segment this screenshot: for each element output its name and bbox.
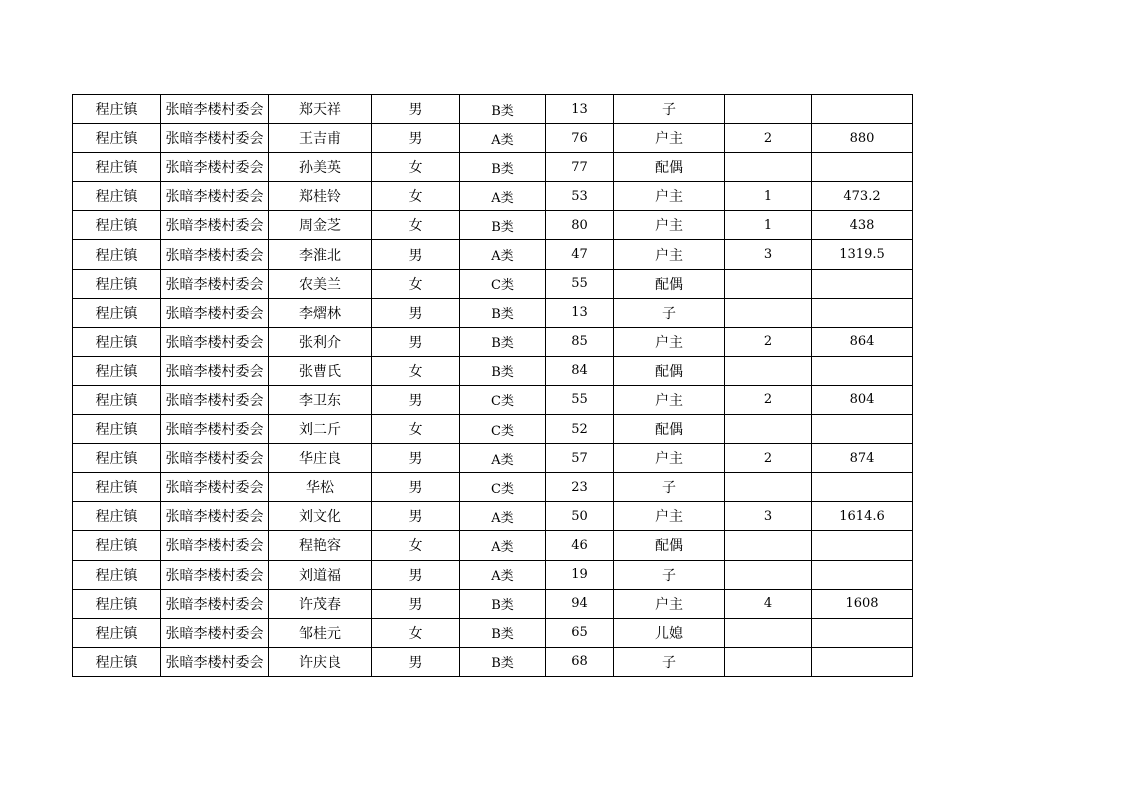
cell-village: 张暗李楼村委会 bbox=[161, 356, 269, 385]
cell-village: 张暗李楼村委会 bbox=[161, 444, 269, 473]
table-row bbox=[73, 444, 913, 473]
cell-town: 程庄镇 bbox=[73, 560, 161, 589]
table-row bbox=[73, 502, 913, 531]
cell-sex: 女 bbox=[372, 618, 460, 647]
cell-category: B类 bbox=[460, 153, 546, 182]
table-row bbox=[73, 473, 913, 502]
cell-sex: 女 bbox=[372, 211, 460, 240]
table-row bbox=[73, 124, 913, 153]
cell-name: 刘二斤 bbox=[269, 415, 372, 444]
cell-town: 程庄镇 bbox=[73, 327, 161, 356]
cell-household-count bbox=[725, 269, 812, 298]
cell-town: 程庄镇 bbox=[73, 153, 161, 182]
cell-town: 程庄镇 bbox=[73, 182, 161, 211]
cell-sex: 男 bbox=[372, 298, 460, 327]
cell-age: 65 bbox=[546, 618, 614, 647]
cell-household-count: 3 bbox=[725, 502, 812, 531]
cell-amount bbox=[812, 298, 913, 327]
cell-household-count: 2 bbox=[725, 385, 812, 414]
cell-town: 程庄镇 bbox=[73, 444, 161, 473]
cell-relation: 户主 bbox=[614, 385, 725, 414]
cell-sex: 男 bbox=[372, 560, 460, 589]
cell-village: 张暗李楼村委会 bbox=[161, 502, 269, 531]
cell-relation: 子 bbox=[614, 95, 725, 124]
table-row bbox=[73, 298, 913, 327]
cell-age: 76 bbox=[546, 124, 614, 153]
cell-village: 张暗李楼村委会 bbox=[161, 647, 269, 676]
cell-age: 53 bbox=[546, 182, 614, 211]
table-row bbox=[73, 415, 913, 444]
cell-amount: 1614.6 bbox=[812, 502, 913, 531]
cell-name: 刘文化 bbox=[269, 502, 372, 531]
cell-sex: 男 bbox=[372, 327, 460, 356]
cell-relation: 户主 bbox=[614, 327, 725, 356]
cell-age: 23 bbox=[546, 473, 614, 502]
cell-sex: 男 bbox=[372, 589, 460, 618]
cell-household-count: 2 bbox=[725, 327, 812, 356]
cell-category: A类 bbox=[460, 124, 546, 153]
cell-household-count: 2 bbox=[725, 124, 812, 153]
cell-category: C类 bbox=[460, 473, 546, 502]
cell-town: 程庄镇 bbox=[73, 269, 161, 298]
cell-amount: 874 bbox=[812, 444, 913, 473]
cell-category: B类 bbox=[460, 211, 546, 240]
cell-amount bbox=[812, 356, 913, 385]
cell-name: 李熠林 bbox=[269, 298, 372, 327]
cell-amount: 1608 bbox=[812, 589, 913, 618]
cell-relation: 配偶 bbox=[614, 531, 725, 560]
cell-category: A类 bbox=[460, 531, 546, 560]
cell-village: 张暗李楼村委会 bbox=[161, 269, 269, 298]
cell-age: 19 bbox=[546, 560, 614, 589]
cell-village: 张暗李楼村委会 bbox=[161, 415, 269, 444]
cell-category: B类 bbox=[460, 356, 546, 385]
cell-amount bbox=[812, 473, 913, 502]
cell-name: 李卫东 bbox=[269, 385, 372, 414]
cell-category: C类 bbox=[460, 385, 546, 414]
cell-category: A类 bbox=[460, 560, 546, 589]
cell-category: B类 bbox=[460, 647, 546, 676]
cell-village: 张暗李楼村委会 bbox=[161, 531, 269, 560]
cell-relation: 配偶 bbox=[614, 415, 725, 444]
cell-household-count: 2 bbox=[725, 444, 812, 473]
cell-name: 华松 bbox=[269, 473, 372, 502]
cell-amount bbox=[812, 647, 913, 676]
cell-relation: 子 bbox=[614, 560, 725, 589]
cell-town: 程庄镇 bbox=[73, 240, 161, 269]
cell-age: 94 bbox=[546, 589, 614, 618]
cell-amount: 880 bbox=[812, 124, 913, 153]
cell-village: 张暗李楼村委会 bbox=[161, 153, 269, 182]
cell-category: A类 bbox=[460, 502, 546, 531]
cell-relation: 户主 bbox=[614, 240, 725, 269]
cell-village: 张暗李楼村委会 bbox=[161, 95, 269, 124]
cell-village: 张暗李楼村委会 bbox=[161, 124, 269, 153]
cell-amount: 438 bbox=[812, 211, 913, 240]
cell-relation: 户主 bbox=[614, 502, 725, 531]
cell-town: 程庄镇 bbox=[73, 473, 161, 502]
cell-sex: 男 bbox=[372, 240, 460, 269]
cell-age: 46 bbox=[546, 531, 614, 560]
cell-category: A类 bbox=[460, 240, 546, 269]
cell-name: 张曹氏 bbox=[269, 356, 372, 385]
table-body bbox=[73, 95, 913, 677]
cell-relation: 配偶 bbox=[614, 356, 725, 385]
table-row bbox=[73, 356, 913, 385]
cell-amount bbox=[812, 153, 913, 182]
cell-amount: 1319.5 bbox=[812, 240, 913, 269]
cell-age: 80 bbox=[546, 211, 614, 240]
cell-town: 程庄镇 bbox=[73, 531, 161, 560]
cell-relation: 配偶 bbox=[614, 153, 725, 182]
cell-age: 85 bbox=[546, 327, 614, 356]
table-row bbox=[73, 618, 913, 647]
cell-amount: 864 bbox=[812, 327, 913, 356]
cell-household-count bbox=[725, 415, 812, 444]
cell-relation: 子 bbox=[614, 473, 725, 502]
cell-category: C类 bbox=[460, 415, 546, 444]
cell-category: A类 bbox=[460, 444, 546, 473]
cell-age: 55 bbox=[546, 385, 614, 414]
cell-relation: 户主 bbox=[614, 124, 725, 153]
data-table bbox=[72, 94, 913, 677]
table-row bbox=[73, 211, 913, 240]
cell-relation: 户主 bbox=[614, 444, 725, 473]
cell-household-count bbox=[725, 531, 812, 560]
cell-amount bbox=[812, 269, 913, 298]
cell-name: 张利介 bbox=[269, 327, 372, 356]
cell-village: 张暗李楼村委会 bbox=[161, 385, 269, 414]
cell-town: 程庄镇 bbox=[73, 618, 161, 647]
table-row bbox=[73, 327, 913, 356]
cell-amount bbox=[812, 618, 913, 647]
cell-sex: 男 bbox=[372, 95, 460, 124]
cell-household-count bbox=[725, 153, 812, 182]
cell-sex: 男 bbox=[372, 385, 460, 414]
cell-village: 张暗李楼村委会 bbox=[161, 589, 269, 618]
cell-name: 周金芝 bbox=[269, 211, 372, 240]
cell-age: 55 bbox=[546, 269, 614, 298]
cell-village: 张暗李楼村委会 bbox=[161, 327, 269, 356]
cell-name: 王吉甫 bbox=[269, 124, 372, 153]
table-row bbox=[73, 182, 913, 211]
cell-relation: 配偶 bbox=[614, 269, 725, 298]
cell-category: B类 bbox=[460, 589, 546, 618]
table-row bbox=[73, 269, 913, 298]
cell-household-count bbox=[725, 560, 812, 589]
cell-household-count: 4 bbox=[725, 589, 812, 618]
cell-name: 刘道福 bbox=[269, 560, 372, 589]
cell-sex: 男 bbox=[372, 502, 460, 531]
cell-category: A类 bbox=[460, 182, 546, 211]
cell-village: 张暗李楼村委会 bbox=[161, 298, 269, 327]
cell-relation: 户主 bbox=[614, 589, 725, 618]
cell-relation: 户主 bbox=[614, 182, 725, 211]
cell-sex: 女 bbox=[372, 153, 460, 182]
cell-name: 许庆良 bbox=[269, 647, 372, 676]
table-row bbox=[73, 153, 913, 182]
cell-town: 程庄镇 bbox=[73, 502, 161, 531]
cell-age: 52 bbox=[546, 415, 614, 444]
cell-category: C类 bbox=[460, 269, 546, 298]
cell-name: 郑桂铃 bbox=[269, 182, 372, 211]
table-row bbox=[73, 589, 913, 618]
cell-amount bbox=[812, 95, 913, 124]
cell-sex: 女 bbox=[372, 531, 460, 560]
cell-sex: 女 bbox=[372, 182, 460, 211]
cell-age: 68 bbox=[546, 647, 614, 676]
cell-town: 程庄镇 bbox=[73, 647, 161, 676]
cell-amount bbox=[812, 560, 913, 589]
cell-town: 程庄镇 bbox=[73, 589, 161, 618]
cell-sex: 女 bbox=[372, 356, 460, 385]
cell-age: 77 bbox=[546, 153, 614, 182]
cell-name: 程艳容 bbox=[269, 531, 372, 560]
cell-sex: 女 bbox=[372, 269, 460, 298]
cell-relation: 子 bbox=[614, 298, 725, 327]
cell-category: B类 bbox=[460, 618, 546, 647]
cell-amount: 473.2 bbox=[812, 182, 913, 211]
cell-sex: 男 bbox=[372, 124, 460, 153]
cell-town: 程庄镇 bbox=[73, 298, 161, 327]
cell-household-count: 1 bbox=[725, 182, 812, 211]
cell-name: 邹桂元 bbox=[269, 618, 372, 647]
cell-amount bbox=[812, 415, 913, 444]
cell-town: 程庄镇 bbox=[73, 356, 161, 385]
cell-name: 郑天祥 bbox=[269, 95, 372, 124]
cell-sex: 男 bbox=[372, 444, 460, 473]
table-row bbox=[73, 531, 913, 560]
cell-category: B类 bbox=[460, 327, 546, 356]
cell-category: B类 bbox=[460, 298, 546, 327]
cell-amount bbox=[812, 531, 913, 560]
cell-village: 张暗李楼村委会 bbox=[161, 182, 269, 211]
table-row bbox=[73, 95, 913, 124]
cell-name: 农美兰 bbox=[269, 269, 372, 298]
cell-relation: 儿媳 bbox=[614, 618, 725, 647]
cell-sex: 女 bbox=[372, 415, 460, 444]
cell-age: 13 bbox=[546, 95, 614, 124]
cell-amount: 804 bbox=[812, 385, 913, 414]
cell-village: 张暗李楼村委会 bbox=[161, 473, 269, 502]
cell-town: 程庄镇 bbox=[73, 415, 161, 444]
cell-household-count: 3 bbox=[725, 240, 812, 269]
cell-age: 50 bbox=[546, 502, 614, 531]
cell-household-count bbox=[725, 298, 812, 327]
cell-name: 孙美英 bbox=[269, 153, 372, 182]
cell-sex: 男 bbox=[372, 647, 460, 676]
cell-name: 华庄良 bbox=[269, 444, 372, 473]
cell-town: 程庄镇 bbox=[73, 211, 161, 240]
table-row bbox=[73, 240, 913, 269]
cell-household-count: 1 bbox=[725, 211, 812, 240]
cell-town: 程庄镇 bbox=[73, 385, 161, 414]
table-row bbox=[73, 385, 913, 414]
cell-household-count bbox=[725, 473, 812, 502]
cell-household-count bbox=[725, 647, 812, 676]
cell-sex: 男 bbox=[372, 473, 460, 502]
cell-household-count bbox=[725, 356, 812, 385]
cell-age: 57 bbox=[546, 444, 614, 473]
cell-relation: 子 bbox=[614, 647, 725, 676]
cell-town: 程庄镇 bbox=[73, 95, 161, 124]
cell-village: 张暗李楼村委会 bbox=[161, 560, 269, 589]
cell-household-count bbox=[725, 95, 812, 124]
cell-age: 84 bbox=[546, 356, 614, 385]
cell-name: 许茂春 bbox=[269, 589, 372, 618]
cell-age: 13 bbox=[546, 298, 614, 327]
table-row bbox=[73, 647, 913, 676]
cell-town: 程庄镇 bbox=[73, 124, 161, 153]
cell-category: B类 bbox=[460, 95, 546, 124]
cell-village: 张暗李楼村委会 bbox=[161, 618, 269, 647]
cell-village: 张暗李楼村委会 bbox=[161, 211, 269, 240]
cell-household-count bbox=[725, 618, 812, 647]
cell-name: 李淮北 bbox=[269, 240, 372, 269]
cell-relation: 户主 bbox=[614, 211, 725, 240]
table-row bbox=[73, 560, 913, 589]
cell-village: 张暗李楼村委会 bbox=[161, 240, 269, 269]
cell-age: 47 bbox=[546, 240, 614, 269]
